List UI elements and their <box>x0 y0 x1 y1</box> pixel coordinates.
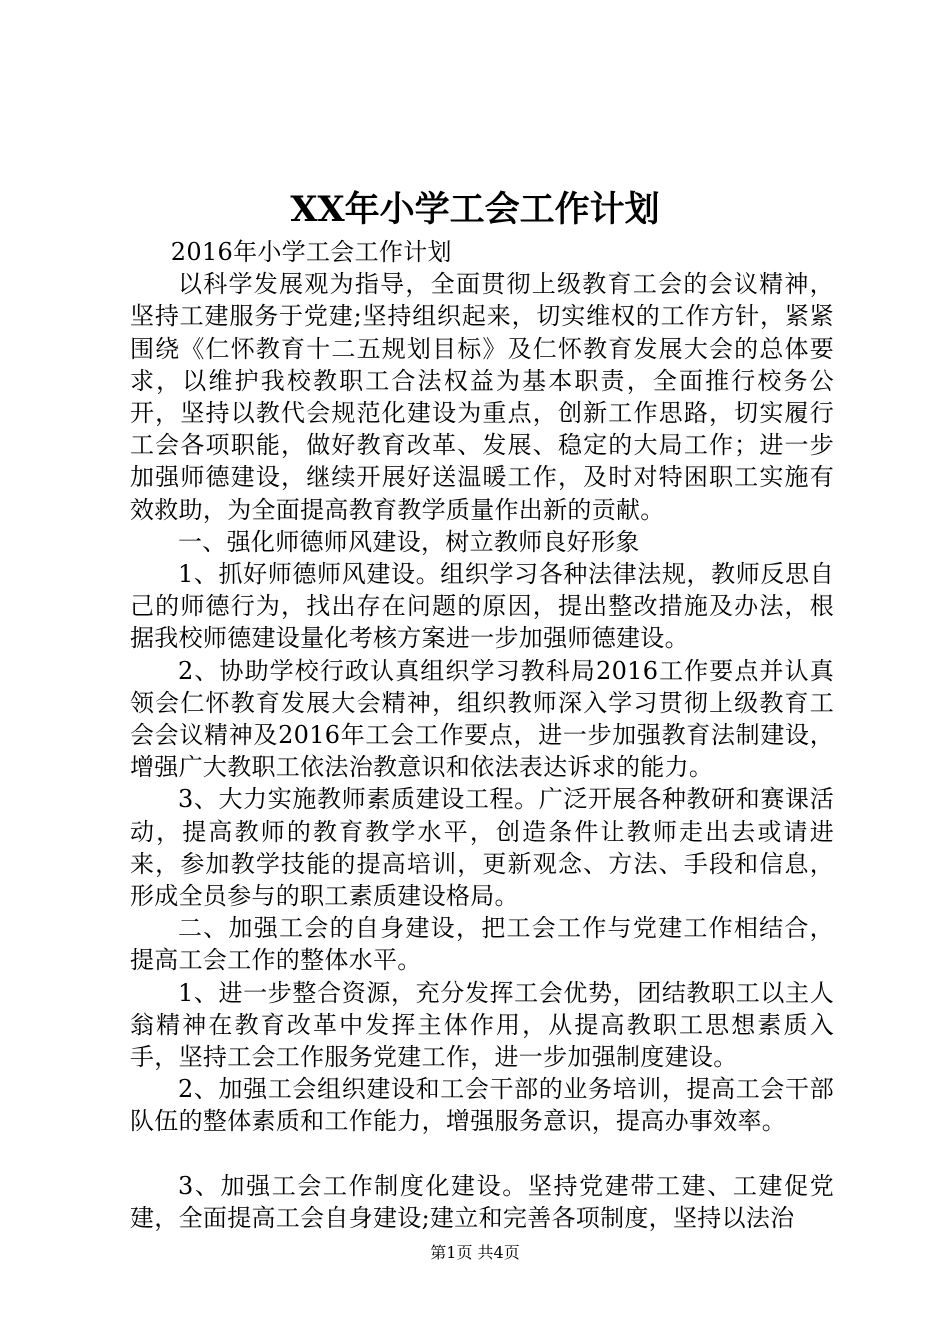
document-title: XX年小学工会工作计划 <box>290 189 660 230</box>
document-body <box>130 236 834 1234</box>
paragraph-2-2: 2、加强工会组织建设和工会干部的业务培训，提高工会干部队伍的整体素质和工作能力，增强服务意识，提高办事效率。 <box>130 1075 834 1136</box>
paragraph-2-3: 3、加强工会工作制度化建设。坚持党建带工建、工建促党建，全面提高工会自身建设;建立和完善各项制度，坚持以法治 <box>130 1171 834 1232</box>
section-heading-1: 一、强化师德师风建设，树立教师良好形象 <box>178 527 640 556</box>
page-footer: 第1页 共4页 <box>430 1243 520 1262</box>
paragraph-2-1: 1、进一步整合资源，充分发挥工会优势，团结教职工以主人翁精神在教育改革中发挥主体作用，从提高教职工思想素质入手，坚持工会工作服务党建工作，进一步加强制度建设。 <box>130 978 834 1072</box>
paragraph-1-1: 1、抓好师德师风建设。组织学习各种法律法规，教师反思自己的师德行为，找出存在问题的原因，提出整改措施及办法，根据我校师德建设量化考核方案进一步加强师德建设。 <box>130 560 834 653</box>
section-heading-2: 二、加强工会的自身建设，把工会工作与党建工作相结合，提高工会工作的整体水平。 <box>130 914 834 975</box>
paragraph-1-2: 2、协助学校行政认真组织学习教科局2016工作要点并认真领会仁怀教育发展大会精神，组织教师深入学习贯彻上级教育工会会议精神及2016年工会工作要点，进一步加强教育法制建设，增强广大教职工依法治教意识和依法表达诉求的能力。 <box>130 656 834 782</box>
document-subtitle: 2016年小学工会工作计划 <box>170 238 452 266</box>
paragraph-1-3: 3、大力实施教师素质建设工程。广泛开展各种教研和赛课活动，提高教师的教育教学水平，创造条件让教师走出去或请进来，参加教学技能的提高培训，更新观念、方法、手段和信息，形成全员参与的职工素质建设格局。 <box>130 785 834 911</box>
paragraph-intro: 以科学发展观为指导，全面贯彻上级教育工会的会议精神，坚持工建服务于党建;坚持组织起来，切实维权的工作方针，紧紧围绕《仁怀教育十二五规划目标》及仁怀教育发展大会的总体要求，以维护我校教职工合法权益为基本职责，全面推行校务公开，坚持以教代会规范化建设为重点，创新工作思路，切实履行工会各项职能，做好教育改革、发展、稳定的大局工作；进一步加强师德建设，继续开展好送温暖工作，及时对特困职工实施有效救助，为全面提高教育教学质量作出新的贡献。 <box>130 270 834 524</box>
